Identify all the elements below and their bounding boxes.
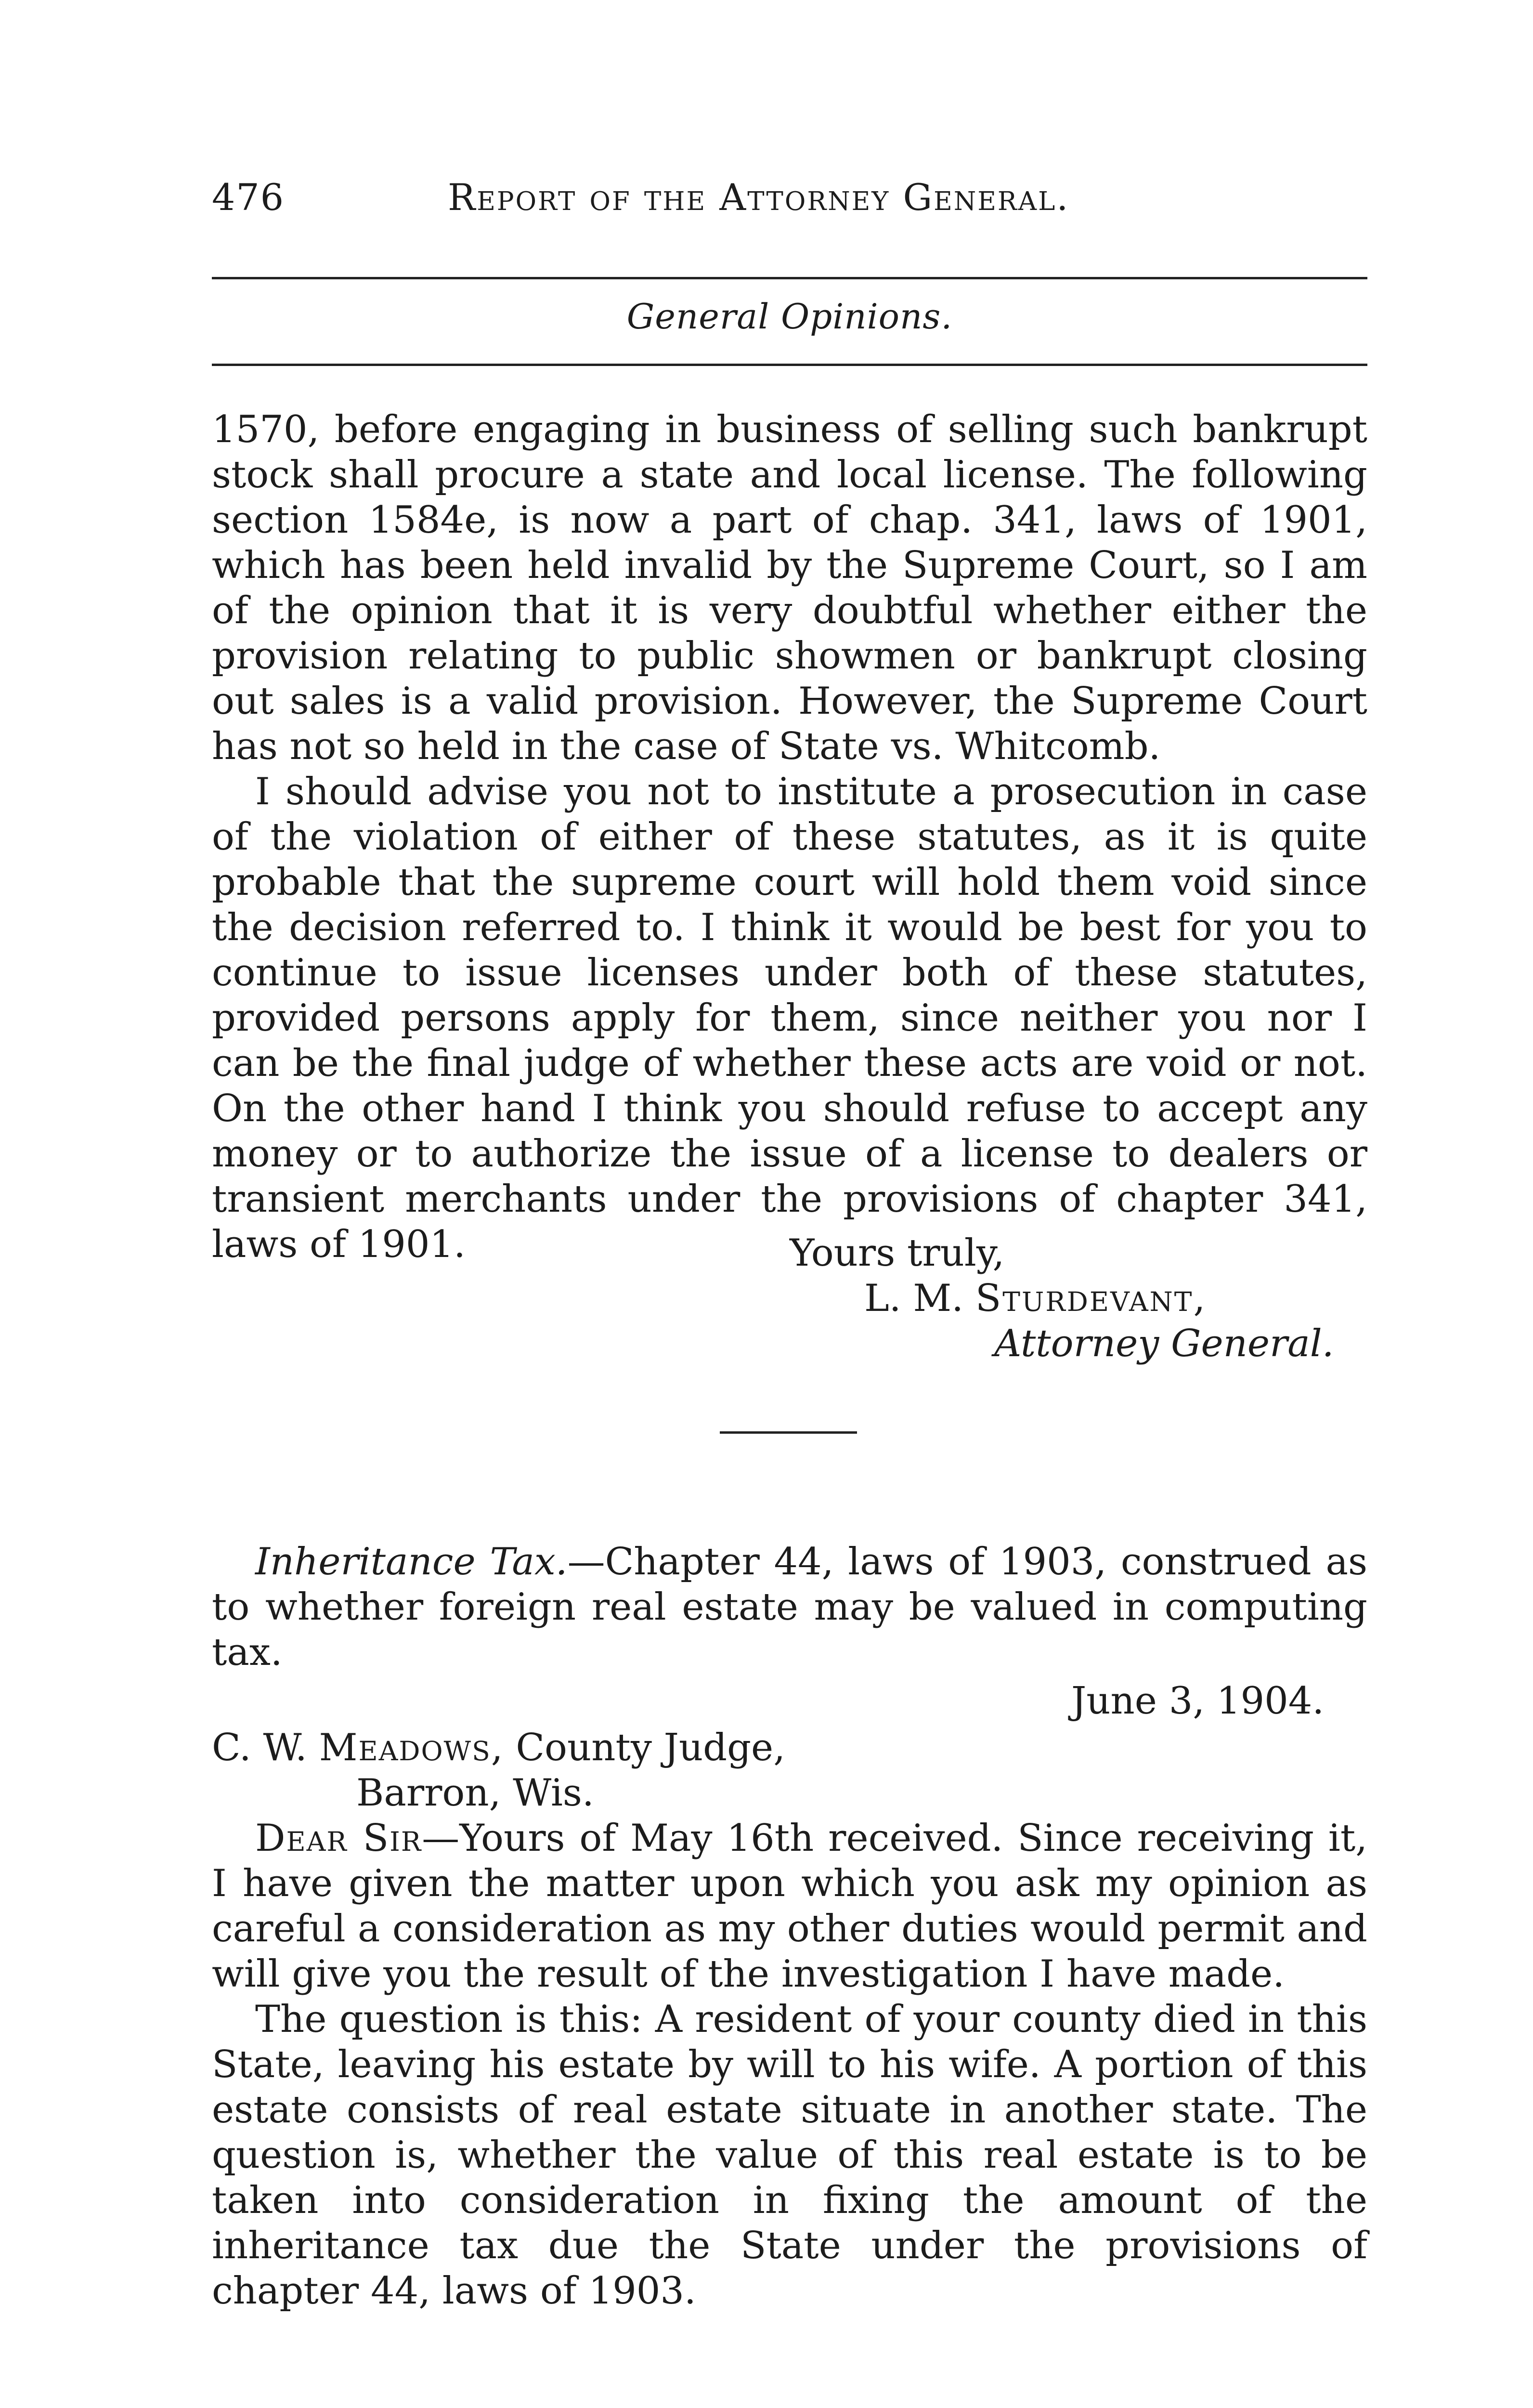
header-rule-top [212, 277, 1367, 279]
addressee-role: County Judge, [516, 1726, 785, 1769]
page-number: 476 [212, 176, 285, 219]
signature-name [864, 1276, 1207, 1321]
closing-salutation: Yours truly, [790, 1231, 1005, 1275]
addressee-initials: C. W. [212, 1726, 307, 1769]
header-rule-bottom [212, 364, 1367, 366]
letter-date: June 3, 1904. [1071, 1679, 1325, 1723]
opinion-2-paragraph-2: The question is this: A resident of your county died in this State, leaving his estate by will to his wife. A portion of this estate consists of real estate situate in another state. The question is, whether the value of this real estate is to be taken into consideration in fixing the amount of the inheritance tax due the State under the provisions of chapter 44, laws of 1903. [212, 1998, 1367, 2313]
addressee-surname: Meadows, [319, 1726, 504, 1769]
signature-initials: L. M. [864, 1277, 964, 1320]
opinion-2-paragraph-1 [212, 1816, 1367, 1997]
opinion-2-paragraph-1-text: —Yours of May 16th received. Since receiving it, I have given the matter upon which you ask my opinion as careful a consideration as my other duties would permit and will give you the result of the investigation I have made. [212, 1817, 1367, 1996]
opinion-1-paragraph-1: 1570, before engaging in business of selling such bankrupt stock shall procure a state and local license. The following section 1584e, is now a part of chap. 341, laws of 1901, which has been held invalid by the Supreme Court, so I am of the opinion that it is very doubtful whether either the provision relating to public showmen or bankrupt closing out sales is a valid provision. However, the Supreme Court has not so held in the case of State vs. Whitcomb. [212, 408, 1367, 768]
running-title: Report of the Attorney General. [448, 176, 1070, 219]
salutation: Dear Sir [255, 1817, 422, 1860]
signature-surname: Sturdevant, [975, 1277, 1207, 1320]
section-heading: General Opinions. [626, 296, 953, 337]
headnote-text: —Chapter 44, laws of 1903, construed as to whether foreign real estate may be valued in computing tax. [212, 1540, 1368, 1674]
opinion-2-headnote [212, 1539, 1367, 1675]
opinion-1-paragraph-2: I should advise you not to institute a prosecution in case of the violation of either of these statutes, as it is quite probable that the supreme court will hold them void since the decision referred to. I think it would be best for you to continue to issue licenses under both of these statutes, provided persons apply for them, since neither you nor I can be the final judge of whether these acts are void or not. On the other hand I think you should refuse to accept any money or to authorize the issue of a license to dealers or transient merchants under the provisions of chapter 341, laws of 1901. [212, 770, 1367, 1266]
opinion-separator [720, 1431, 857, 1434]
document-page [212, 0, 1367, 2408]
addressee-location: Barron, Wis. [356, 1771, 594, 1815]
running-head [212, 176, 1367, 224]
signature-title: Attorney General. [994, 1322, 1334, 1365]
headnote-topic: Inheritance Tax. [255, 1540, 568, 1584]
addressee-name [212, 1725, 785, 1770]
